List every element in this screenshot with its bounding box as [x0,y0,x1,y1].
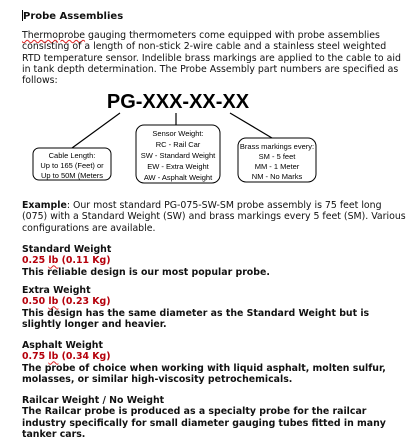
section-description: The probe of choice when working with liquid asphalt, molten sulfur, molasses, or similar high-viscosity petrochemicals. [22,362,386,385]
brass-line-3: MM - 1 Meter [254,162,300,171]
intro-text: gauging thermometers come equipped with probe assemblies consisting of a length of non-stick 2-wire cable and a stainless steel weighted RTD temperature sensor. Indelible brass markings are applied to the cable to aid in tank depth determination. The Probe Assembly part numbers are specified as follows: [22,30,401,87]
section-title: Extra Weight [22,285,91,296]
section-description: This design has the same diameter as the Standard Weight but is slightly longer and heavier. [22,307,370,330]
section-weight: 0.25 lb (0.11 Kg) [22,255,111,267]
cable-line-2: Up to 165 (Feet) or [40,161,104,170]
section-weight: 0.75 lb (0.34 Kg) [22,351,111,363]
heading-text: Probe Assemblies [23,11,124,22]
connector-brass [230,113,272,138]
section-extra-weight [22,285,406,330]
brass-line-4: NM - No Marks [251,172,303,181]
sensor-line-2: RC - Rail Car [155,140,201,149]
example-paragraph [22,200,406,234]
cable-line-1: Cable Length: [48,151,96,160]
section-weight: 0.50 lb (0.23 Kg) [22,296,111,308]
example-text: : Our most standard PG-075-SW-SM probe assembly is 75 feet long (075) with a Standard Weight (SW) and brass markings every 5 feet (SM). Various configurations are available. [22,200,406,234]
sensor-line-4: EW - Extra Weight [147,162,209,171]
section-heading [22,10,123,22]
section-title: Standard Weight [22,244,112,255]
part-number-diagram [0,88,416,198]
sensor-line-5: AW - Asphalt Weight [143,173,213,182]
part-number: PG-XXX-XX-XX [106,91,250,113]
brand-name: Thermoprobe [22,30,86,41]
example-label: Example [22,200,67,211]
section-railcar-weight [22,395,406,440]
section-asphalt-weight [22,340,406,385]
connector-cable [72,113,120,148]
brass-line-1: Brass markings every: [239,142,315,151]
sensor-line-1: Sensor Weight: [152,129,204,138]
section-standard-weight [22,244,406,278]
intro-paragraph [22,30,404,86]
cable-line-3: Up to 50M (Meters [40,171,104,180]
section-description: This reliable design is our most popular probe. [22,266,270,278]
section-description: The Railcar probe is produced as a specialty probe for the railcar industry specifically for small diameter gauging tubes fitted in many tanker cars. [22,406,386,440]
section-title: Asphalt Weight [22,340,103,351]
section-title: Railcar Weight / No Weight [22,395,165,406]
sensor-line-3: SW - Standard Weight [140,151,216,160]
brass-line-2: SM - 5 feet [258,152,296,161]
